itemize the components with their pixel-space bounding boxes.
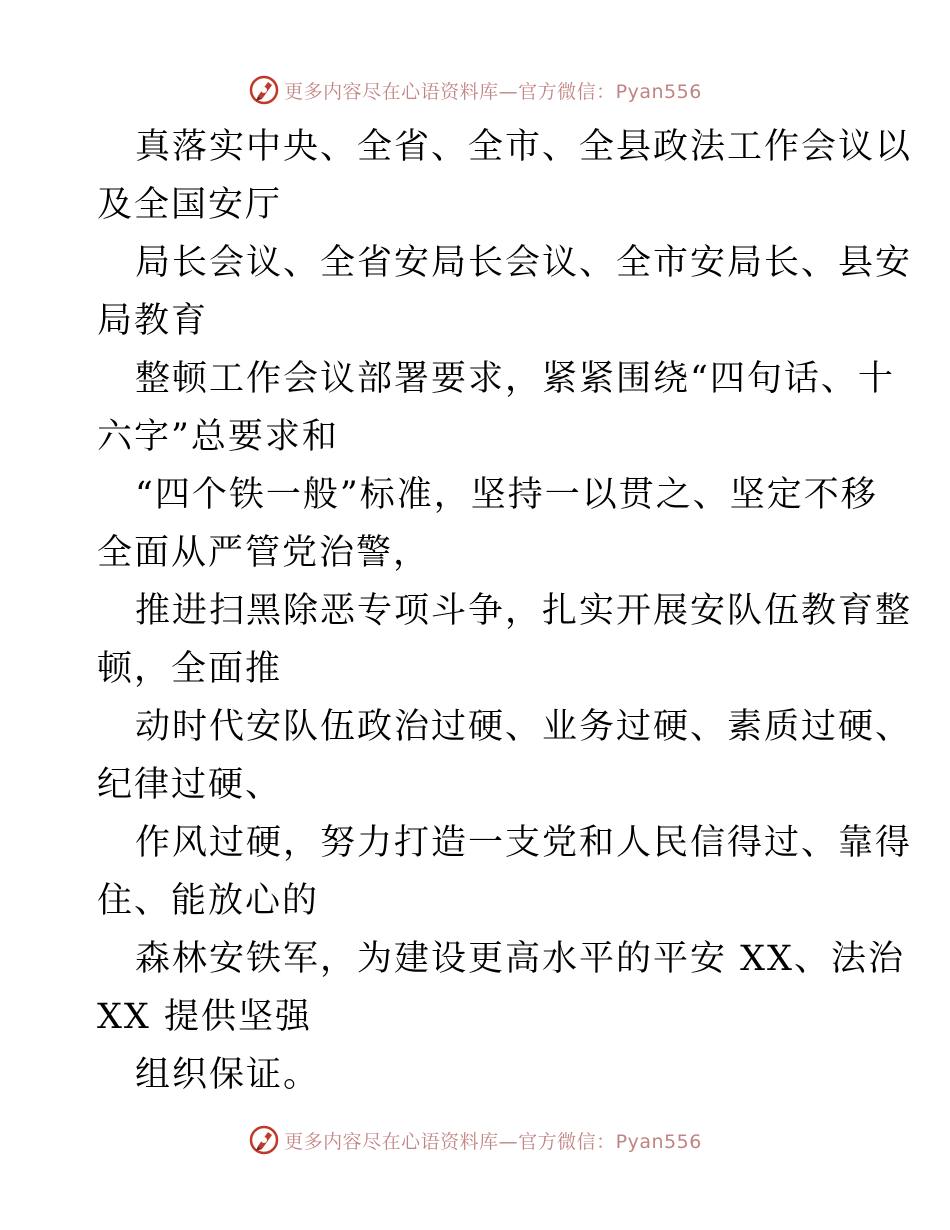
footer-banner <box>0 1120 950 1160</box>
body-line: 森林安铁军，为建设更高水平的平安 XX、法治 <box>135 939 905 979</box>
body-line: 及全国安厅 <box>97 185 283 225</box>
pen-logo-icon <box>248 1124 280 1156</box>
body-line: 组织保证。 <box>135 1055 321 1095</box>
body-line: 局教育 <box>97 301 209 341</box>
body-line: 纪律过硬、 <box>97 765 283 805</box>
header-banner-text: 更多内容尽在心语资料库—官方微信：Pyan556 <box>284 80 702 103</box>
body-line: “四个铁一般”标准，坚持一以贯之、坚定不移 <box>135 475 878 515</box>
body-line: 推进扫黑除恶专项斗争，扎实开展安队伍教育整 <box>135 591 913 631</box>
body-line: 整顿工作会议部署要求，紧紧围绕“四句话、十 <box>135 359 895 399</box>
body-line: 局长会议、全省安局长会议、全市安局长、县安 <box>135 243 913 283</box>
body-line: 动时代安队伍政治过硬、业务过硬、素质过硬、 <box>135 707 913 747</box>
body-line: 住、能放心的 <box>97 881 320 921</box>
header-banner <box>0 70 950 110</box>
body-line: 真落实中央、全省、全市、全县政法工作会议以 <box>135 127 913 167</box>
document-body <box>97 118 913 1104</box>
body-line: XX 提供坚强 <box>97 997 312 1037</box>
body-line: 六字”总要求和 <box>97 417 339 457</box>
body-line: 作风过硬，努力打造一支党和人民信得过、靠得 <box>135 823 913 863</box>
body-line: 顿，全面推 <box>97 649 283 689</box>
footer-banner-text: 更多内容尽在心语资料库—官方微信：Pyan556 <box>284 1130 702 1153</box>
body-line: 全面从严管党治警， <box>97 533 431 573</box>
pen-logo-icon <box>248 74 280 106</box>
